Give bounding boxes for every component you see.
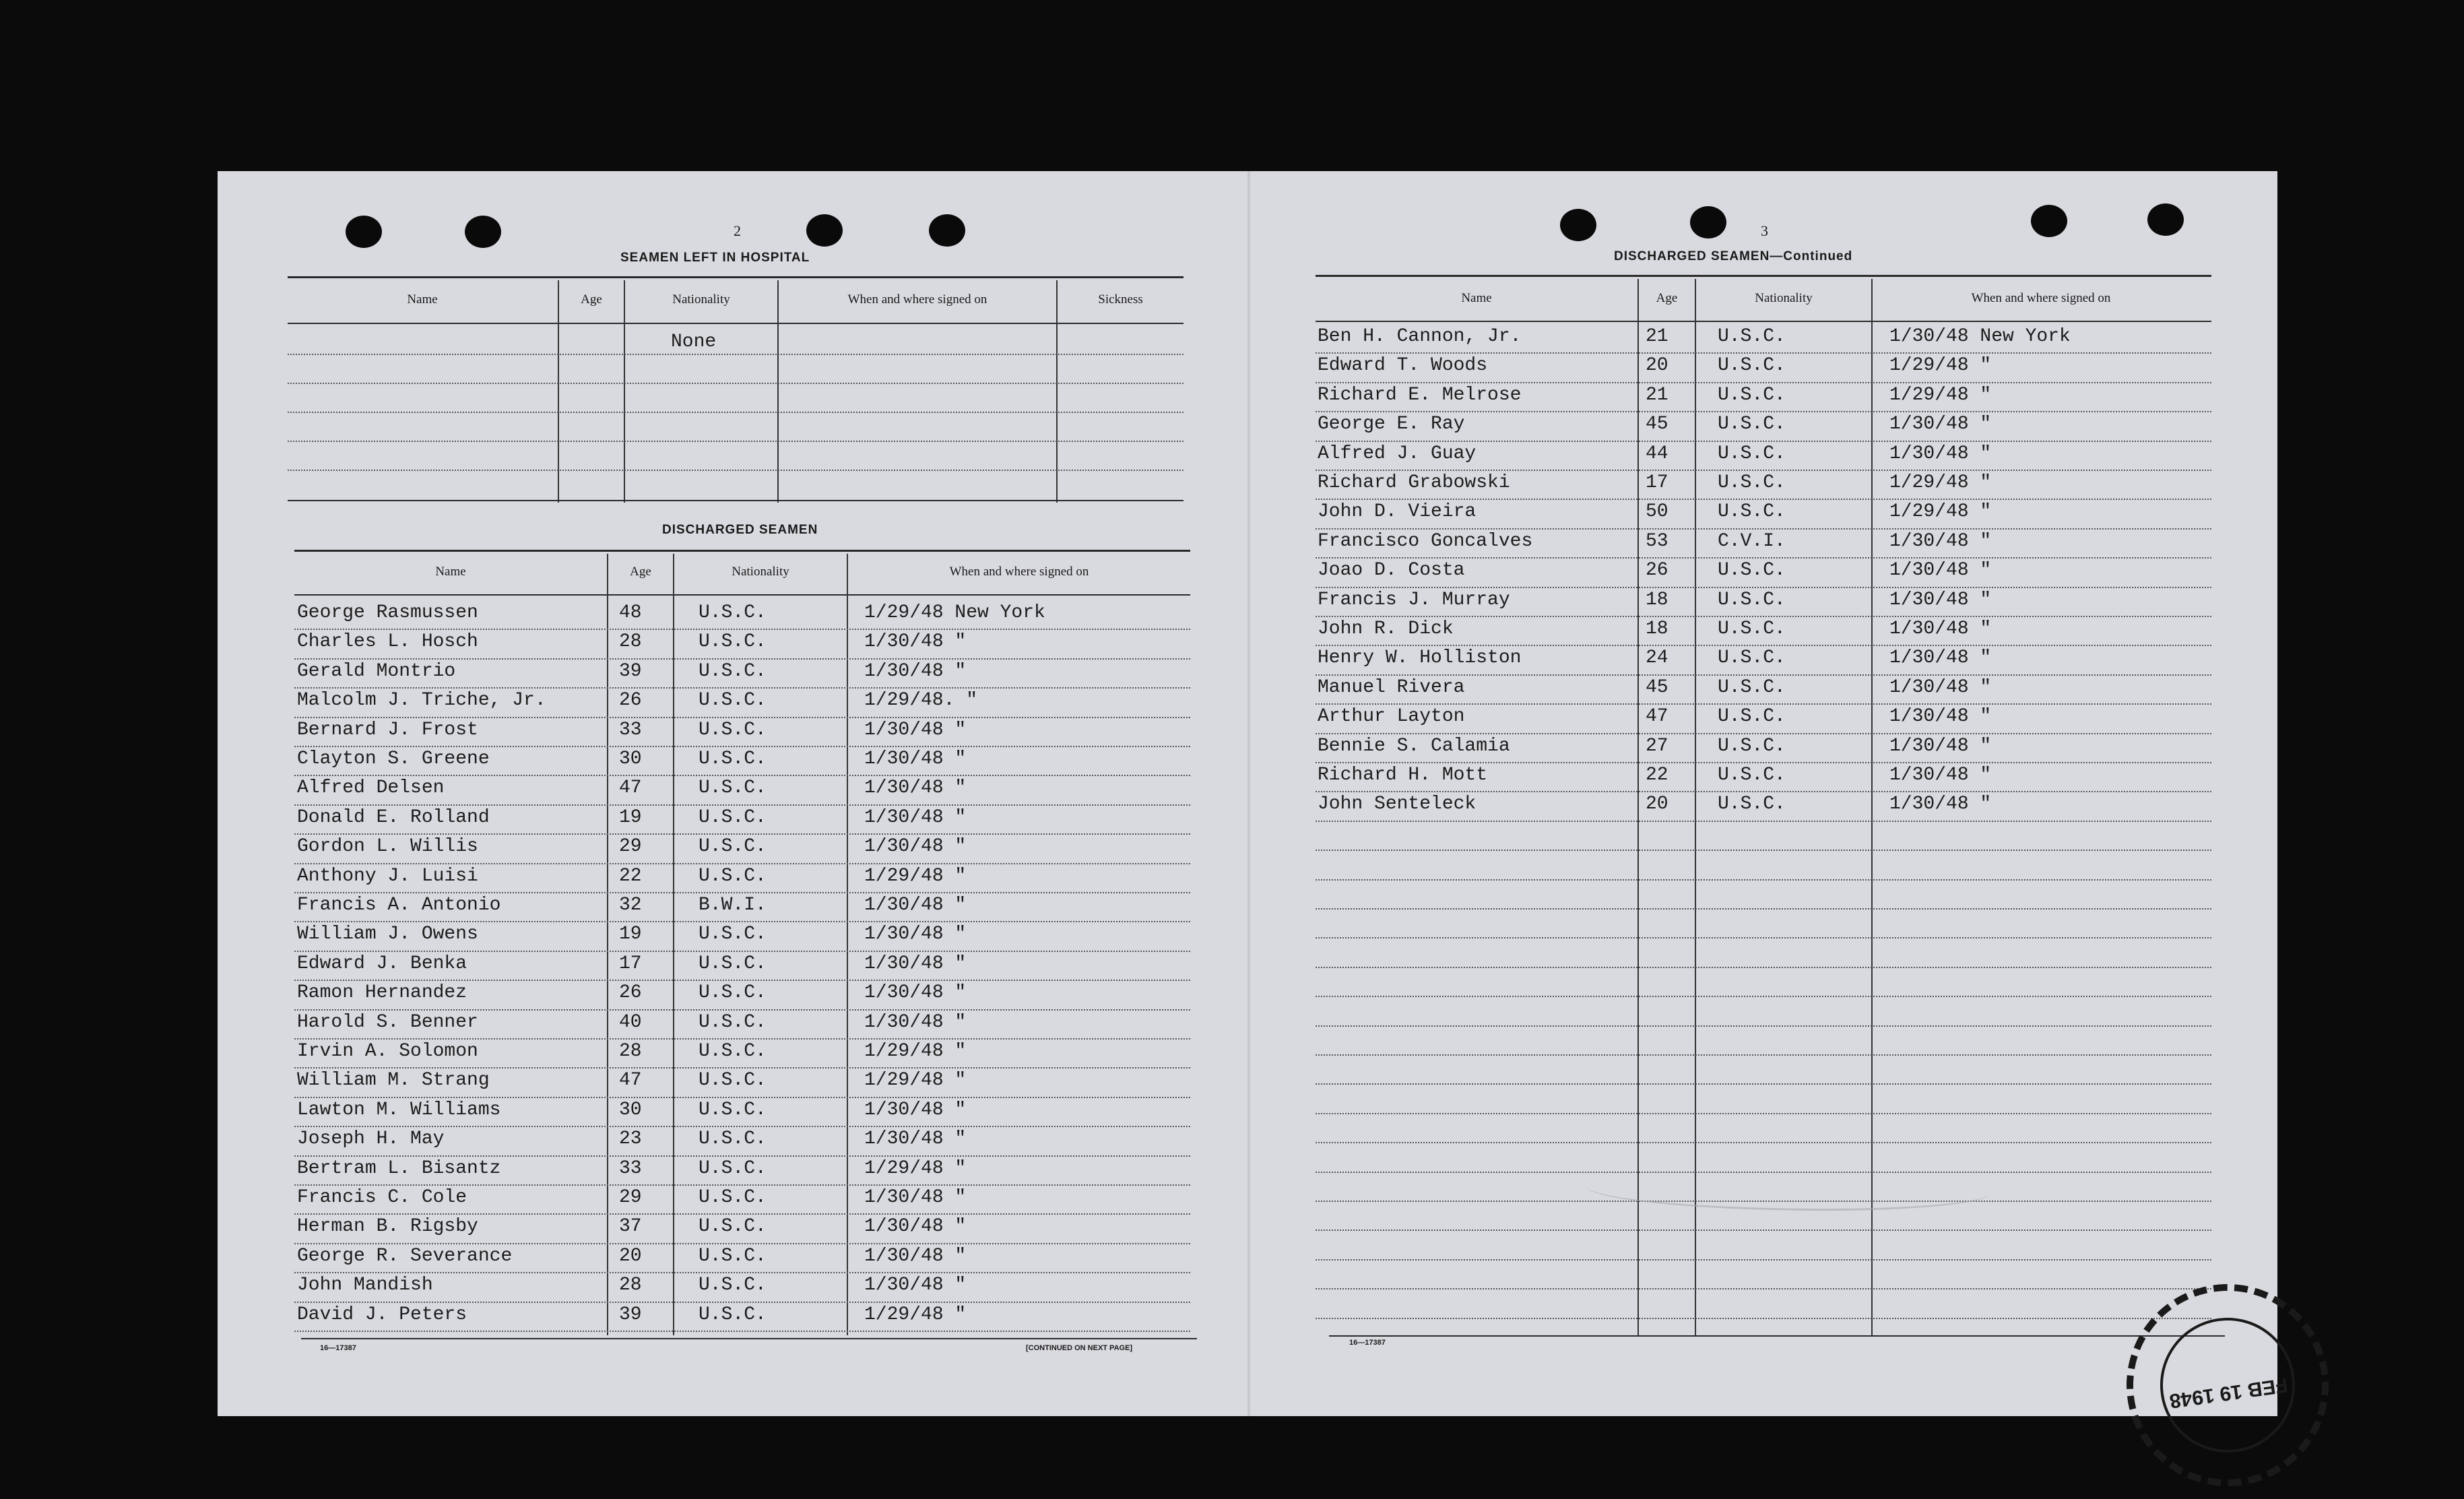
seaman-signed-on: 1/29/48 " [864, 1070, 967, 1091]
seaman-signed-on: 1/30/48 " [1889, 618, 1992, 639]
seaman-age: 17 [619, 953, 642, 974]
seaman-signed-on: 1/30/48 " [864, 719, 967, 740]
table-row-rule [294, 1302, 1190, 1303]
seaman-signed-on: 1/30/48 " [864, 1099, 967, 1120]
blank-row-rule [1316, 967, 2211, 968]
seaman-nationality: U.S.C. [1718, 589, 1786, 610]
seaman-name: Gerald Montrio [297, 660, 456, 682]
table-row-rule [1316, 616, 2211, 617]
seaman-signed-on: 1/29/48. " [864, 690, 978, 711]
seaman-nationality: U.S.C. [1718, 647, 1786, 669]
seaman-signed-on: 1/30/48 " [864, 895, 967, 916]
table-row-rule [294, 804, 1190, 806]
seaman-name: John Mandish [297, 1275, 433, 1296]
page-fold [1247, 171, 1250, 1416]
hospital-entry-none: None [671, 331, 717, 352]
seaman-signed-on: 1/29/48 " [864, 1041, 967, 1062]
table-row-rule [294, 1155, 1190, 1157]
right-header-name: Name [1461, 291, 1492, 305]
seaman-signed-on: 1/30/48 " [864, 1128, 967, 1150]
seaman-signed-on: 1/30/48 " [864, 777, 967, 799]
discharged-table-header-rule [294, 594, 1190, 596]
seaman-age: 28 [619, 1041, 642, 1062]
seaman-signed-on: 1/30/48 " [864, 1187, 967, 1208]
seaman-signed-on: 1/29/48 New York [864, 602, 1045, 623]
seaman-name: Malcolm J. Triche, Jr. [297, 690, 546, 711]
seaman-name: Bernard J. Frost [297, 719, 478, 740]
hospital-row-rule [288, 441, 1184, 442]
seaman-nationality: C.V.I. [1718, 530, 1786, 552]
blank-row-rule [1316, 1318, 2211, 1319]
right-table-bottom-rule [1329, 1335, 2225, 1337]
seaman-age: 37 [619, 1216, 642, 1238]
seaman-nationality: U.S.C. [699, 1157, 767, 1179]
seaman-name: Harold S. Benner [297, 1011, 478, 1033]
seaman-nationality: U.S.C. [1718, 355, 1786, 377]
hospital-header-sickness: Sickness [1098, 292, 1143, 307]
seaman-name: Edward T. Woods [1318, 355, 1488, 377]
blank-row-rule [1316, 1025, 2211, 1027]
table-row-rule [1316, 499, 2211, 500]
seaman-nationality: U.S.C. [1718, 735, 1786, 757]
hospital-table-bottom-rule [288, 500, 1184, 501]
seaman-age: 48 [619, 602, 642, 623]
seaman-nationality: U.S.C. [1718, 706, 1786, 728]
seaman-name: Francis C. Cole [297, 1187, 467, 1208]
table-row-rule [1316, 470, 2211, 471]
seaman-signed-on: 1/29/48 " [1889, 384, 1992, 406]
table-row-rule [1316, 382, 2211, 383]
blank-row-rule [1316, 1054, 2211, 1056]
punch-hole [1560, 209, 1596, 241]
punch-hole [929, 214, 965, 247]
seaman-signed-on: 1/29/48 " [1889, 472, 1992, 493]
seaman-name: Charles L. Hosch [297, 631, 478, 653]
seaman-age: 20 [619, 1245, 642, 1267]
table-row-rule [294, 1184, 1190, 1186]
seaman-age: 18 [1646, 618, 1668, 639]
seaman-name: Francis J. Murray [1318, 589, 1510, 610]
table-row-rule [294, 658, 1190, 660]
seaman-name: Richard H. Mott [1318, 765, 1488, 786]
seaman-nationality: U.S.C. [699, 1187, 767, 1208]
seaman-nationality: U.S.C. [699, 777, 767, 799]
seaman-nationality: U.S.C. [699, 1245, 767, 1267]
seaman-name: Clayton S. Greene [297, 748, 490, 769]
seaman-signed-on: 1/30/48 " [864, 836, 967, 858]
seaman-signed-on: 1/30/48 New York [1889, 326, 2071, 347]
seaman-name: William M. Strang [297, 1070, 490, 1091]
table-row-rule [294, 1272, 1190, 1273]
seaman-nationality: U.S.C. [699, 690, 767, 711]
stamp-inner-ring [2151, 1309, 2304, 1461]
seaman-age: 40 [619, 1011, 642, 1033]
seaman-age: 28 [619, 1275, 642, 1296]
seaman-name: David J. Peters [297, 1304, 467, 1325]
seaman-nationality: U.S.C. [699, 953, 767, 974]
table-row-rule [1316, 587, 2211, 588]
seaman-name: John D. Vieira [1318, 501, 1477, 523]
seaman-nationality: U.S.C. [699, 1041, 767, 1062]
seaman-age: 22 [1646, 765, 1668, 786]
seaman-signed-on: 1/30/48 " [864, 1216, 967, 1238]
seaman-age: 28 [619, 631, 642, 653]
seaman-nationality: U.S.C. [699, 1128, 767, 1150]
seaman-name: Richard E. Melrose [1318, 384, 1522, 406]
hospital-row-rule [288, 383, 1184, 384]
table-row-rule [294, 951, 1190, 952]
seaman-signed-on: 1/30/48 " [864, 660, 967, 682]
seaman-nationality: U.S.C. [699, 1099, 767, 1120]
seaman-name: Irvin A. Solomon [297, 1041, 478, 1062]
seaman-name: Richard Grabowski [1318, 472, 1510, 493]
right-header-signed-on: When and where signed on [1971, 291, 2111, 305]
seaman-age: 45 [1646, 414, 1668, 435]
seaman-signed-on: 1/30/48 " [1889, 560, 1992, 581]
right-table-top-rule [1316, 275, 2211, 277]
seaman-name: Joao D. Costa [1318, 560, 1465, 581]
seaman-age: 33 [619, 719, 642, 740]
right-form-number: 16—17387 [1349, 1339, 1386, 1347]
table-row-rule [294, 980, 1190, 981]
seaman-age: 47 [619, 1070, 642, 1091]
seaman-nationality: U.S.C. [699, 1011, 767, 1033]
seaman-signed-on: 1/30/48 " [864, 631, 967, 653]
blank-row-rule [1316, 908, 2211, 910]
right-page-number: 3 [1761, 222, 1768, 239]
table-row-rule [294, 921, 1190, 922]
discharged-header-name: Name [435, 565, 466, 579]
table-row-rule [1316, 762, 2211, 763]
seaman-name: Donald E. Rolland [297, 806, 490, 828]
seaman-nationality: U.S.C. [1718, 326, 1786, 347]
hospital-row-rule [288, 470, 1184, 471]
table-row-rule [294, 1126, 1190, 1127]
table-row-rule [1316, 703, 2211, 705]
seaman-nationality: U.S.C. [1718, 501, 1786, 523]
seaman-signed-on: 1/29/48 " [1889, 355, 1992, 377]
seaman-nationality: U.S.C. [1718, 443, 1786, 464]
table-row-rule [294, 775, 1190, 776]
hospital-header-nationality: Nationality [672, 292, 730, 307]
discharged-header-signed-on: When and where signed on [949, 565, 1089, 579]
seaman-name: Francis A. Antonio [297, 895, 501, 916]
seaman-name: George Rasmussen [297, 602, 478, 623]
punch-hole [806, 214, 843, 247]
seaman-signed-on: 1/30/48 " [1889, 443, 1992, 464]
seaman-signed-on: 1/29/48 " [864, 1304, 967, 1325]
seaman-age: 30 [619, 748, 642, 769]
seaman-signed-on: 1/30/48 " [1889, 706, 1992, 728]
seaman-nationality: U.S.C. [699, 660, 767, 682]
seaman-age: 29 [619, 836, 642, 858]
seaman-age: 30 [619, 1099, 642, 1120]
right-header-nationality: Nationality [1755, 291, 1813, 305]
table-row-rule [1316, 645, 2211, 646]
discharged-col-divider [847, 554, 848, 1335]
blank-row-rule [1316, 1113, 2211, 1114]
seaman-age: 26 [1646, 560, 1668, 581]
seaman-age: 45 [1646, 676, 1668, 698]
seaman-signed-on: 1/30/48 " [864, 806, 967, 828]
seaman-nationality: U.S.C. [699, 982, 767, 1004]
seaman-nationality: U.S.C. [699, 1304, 767, 1325]
blank-row-rule [1316, 1288, 2211, 1289]
seaman-nationality: B.W.I. [699, 895, 767, 916]
discharged-section-title: DISCHARGED SEAMEN [662, 523, 818, 537]
seaman-name: Arthur Layton [1318, 706, 1465, 728]
seaman-nationality: U.S.C. [1718, 560, 1786, 581]
seaman-age: 22 [619, 865, 642, 887]
seaman-name: Edward J. Benka [297, 953, 467, 974]
document-sheet [218, 171, 2290, 1416]
blank-row-rule [1316, 996, 2211, 997]
table-row-rule [294, 746, 1190, 747]
seaman-signed-on: 1/30/48 " [864, 924, 967, 945]
blank-row-rule [1316, 850, 2211, 851]
seaman-name: Bertram L. Bisantz [297, 1157, 501, 1179]
seaman-signed-on: 1/30/48 " [864, 748, 967, 769]
seaman-nationality: U.S.C. [699, 1275, 767, 1296]
seaman-nationality: U.S.C. [699, 719, 767, 740]
seaman-age: 19 [619, 924, 642, 945]
hospital-header-name: Name [407, 292, 438, 307]
seaman-name: Henry W. Holliston [1318, 647, 1522, 669]
seaman-age: 21 [1646, 326, 1668, 347]
table-row-rule [294, 1097, 1190, 1098]
table-row-rule [1316, 674, 2211, 676]
table-row-rule [1316, 441, 2211, 442]
seaman-signed-on: 1/30/48 " [1889, 676, 1992, 698]
seaman-name: Alfred Delsen [297, 777, 445, 799]
seaman-signed-on: 1/30/48 " [1889, 647, 1992, 669]
blank-row-rule [1316, 1083, 2211, 1085]
left-page-number: 2 [734, 222, 741, 239]
seaman-nationality: U.S.C. [1718, 794, 1786, 815]
seaman-nationality: U.S.C. [1718, 472, 1786, 493]
hospital-table-top-rule [288, 276, 1184, 278]
table-row-rule [294, 687, 1190, 689]
hospital-row-rule [288, 412, 1184, 413]
hospital-header-signed-on: When and where signed on [847, 292, 987, 307]
seaman-name: Manuel Rivera [1318, 676, 1465, 698]
blank-row-rule [1316, 1230, 2211, 1231]
seaman-signed-on: 1/30/48 " [1889, 735, 1992, 757]
seaman-nationality: U.S.C. [1718, 676, 1786, 698]
punch-hole [346, 216, 382, 248]
punch-hole [1690, 206, 1726, 238]
seaman-signed-on: 1/29/48 " [1889, 501, 1992, 523]
blank-row-rule [1316, 937, 2211, 938]
table-row-rule [294, 629, 1190, 630]
seaman-nationality: U.S.C. [699, 602, 767, 623]
blank-row-rule [1316, 1259, 2211, 1261]
seaman-age: 20 [1646, 355, 1668, 377]
seaman-name: Bennie S. Calamia [1318, 735, 1510, 757]
seaman-name: Alfred J. Guay [1318, 443, 1477, 464]
seaman-nationality: U.S.C. [1718, 765, 1786, 786]
seaman-name: John Senteleck [1318, 794, 1477, 815]
date-received-stamp [2114, 1271, 2342, 1499]
seaman-nationality: U.S.C. [1718, 414, 1786, 435]
seaman-signed-on: 1/29/48 " [864, 865, 967, 887]
table-row-rule [294, 863, 1190, 864]
discharged-header-age: Age [630, 565, 651, 579]
discharged-table-top-rule [294, 550, 1190, 552]
hospital-section-title: SEAMEN LEFT IN HOSPITAL [620, 251, 810, 265]
seaman-age: 21 [1646, 384, 1668, 406]
seaman-signed-on: 1/30/48 " [864, 1011, 967, 1033]
seaman-nationality: U.S.C. [699, 1070, 767, 1091]
seaman-nationality: U.S.C. [1718, 618, 1786, 639]
seaman-nationality: U.S.C. [699, 748, 767, 769]
table-row-rule [294, 833, 1190, 835]
seaman-nationality: U.S.C. [699, 924, 767, 945]
table-row-rule [1316, 791, 2211, 792]
seaman-nationality: U.S.C. [699, 631, 767, 653]
table-row-rule [1316, 821, 2211, 822]
seaman-name: George E. Ray [1318, 414, 1465, 435]
seaman-signed-on: 1/30/48 " [864, 1275, 967, 1296]
seaman-age: 39 [619, 660, 642, 682]
table-row-rule [1316, 557, 2211, 559]
seaman-age: 27 [1646, 735, 1668, 757]
discharged-col-divider [607, 554, 608, 1335]
right-table-header-rule [1316, 321, 2211, 322]
hospital-table-header-rule [288, 323, 1184, 324]
table-row-rule [294, 1009, 1190, 1011]
seaman-age: 18 [1646, 589, 1668, 610]
punch-hole [2147, 203, 2184, 236]
right-header-age: Age [1656, 291, 1678, 305]
seaman-age: 29 [619, 1187, 642, 1208]
seaman-age: 47 [619, 777, 642, 799]
seaman-age: 44 [1646, 443, 1668, 464]
blank-row-rule [1316, 1142, 2211, 1143]
seaman-signed-on: 1/30/48 " [864, 982, 967, 1004]
seaman-name: Lawton M. Williams [297, 1099, 501, 1120]
seaman-signed-on: 1/30/48 " [864, 1245, 967, 1267]
seaman-age: 50 [1646, 501, 1668, 523]
seaman-nationality: U.S.C. [699, 806, 767, 828]
seaman-signed-on: 1/30/48 " [1889, 589, 1992, 610]
seaman-name: Herman B. Rigsby [297, 1216, 478, 1238]
discharged-col-divider [673, 554, 674, 1335]
seaman-name: Gordon L. Willis [297, 836, 478, 858]
table-row-rule [294, 1067, 1190, 1069]
table-row-rule [1316, 733, 2211, 734]
stamp-date: FEB 19 1948 [2168, 1373, 2290, 1413]
table-row-rule [294, 892, 1190, 893]
punch-hole [465, 216, 501, 248]
seaman-age: 39 [619, 1304, 642, 1325]
seaman-name: George R. Severance [297, 1245, 513, 1267]
table-row-rule [1316, 352, 2211, 354]
seaman-age: 26 [619, 982, 642, 1004]
table-row-rule [1316, 528, 2211, 530]
seaman-nationality: U.S.C. [699, 836, 767, 858]
seaman-age: 32 [619, 895, 642, 916]
seaman-age: 26 [619, 690, 642, 711]
seaman-name: Joseph H. May [297, 1128, 445, 1150]
left-form-number: 16—17387 [320, 1344, 356, 1352]
continued-section-title: DISCHARGED SEAMEN—Continued [1614, 249, 1853, 263]
seaman-age: 20 [1646, 794, 1668, 815]
hospital-row-rule [288, 354, 1184, 355]
seaman-signed-on: 1/30/48 " [1889, 765, 1992, 786]
seaman-age: 23 [619, 1128, 642, 1150]
table-row-rule [294, 1213, 1190, 1215]
seaman-age: 53 [1646, 530, 1668, 552]
seaman-name: John R. Dick [1318, 618, 1454, 639]
seaman-name: Ben H. Cannon, Jr. [1318, 326, 1522, 347]
seaman-nationality: U.S.C. [1718, 384, 1786, 406]
seaman-age: 33 [619, 1157, 642, 1179]
discharged-table-bottom-rule [301, 1338, 1197, 1339]
hospital-header-age: Age [581, 292, 602, 307]
seaman-name: William J. Owens [297, 924, 478, 945]
seaman-nationality: U.S.C. [699, 865, 767, 887]
faint-pencil-mark [1585, 1168, 1989, 1211]
seaman-age: 47 [1646, 706, 1668, 728]
table-row-rule [1316, 411, 2211, 412]
seaman-age: 17 [1646, 472, 1668, 493]
seaman-age: 24 [1646, 647, 1668, 669]
seaman-signed-on: 1/30/48 " [864, 953, 967, 974]
seaman-signed-on: 1/30/48 " [1889, 414, 1992, 435]
seaman-age: 19 [619, 806, 642, 828]
seaman-nationality: U.S.C. [699, 1216, 767, 1238]
seaman-signed-on: 1/29/48 " [864, 1157, 967, 1179]
punch-hole [2031, 205, 2067, 237]
table-row-rule [294, 717, 1190, 718]
table-row-rule [294, 1038, 1190, 1040]
seaman-name: Anthony J. Luisi [297, 865, 478, 887]
continued-note: [CONTINUED ON NEXT PAGE] [1026, 1344, 1133, 1352]
table-row-rule [294, 1331, 1190, 1332]
discharged-header-nationality: Nationality [732, 565, 789, 579]
seaman-name: Ramon Hernandez [297, 982, 467, 1004]
blank-row-rule [1316, 879, 2211, 881]
seaman-signed-on: 1/30/48 " [1889, 530, 1992, 552]
seaman-name: Francisco Goncalves [1318, 530, 1533, 552]
seaman-signed-on: 1/30/48 " [1889, 794, 1992, 815]
table-row-rule [294, 1243, 1190, 1244]
